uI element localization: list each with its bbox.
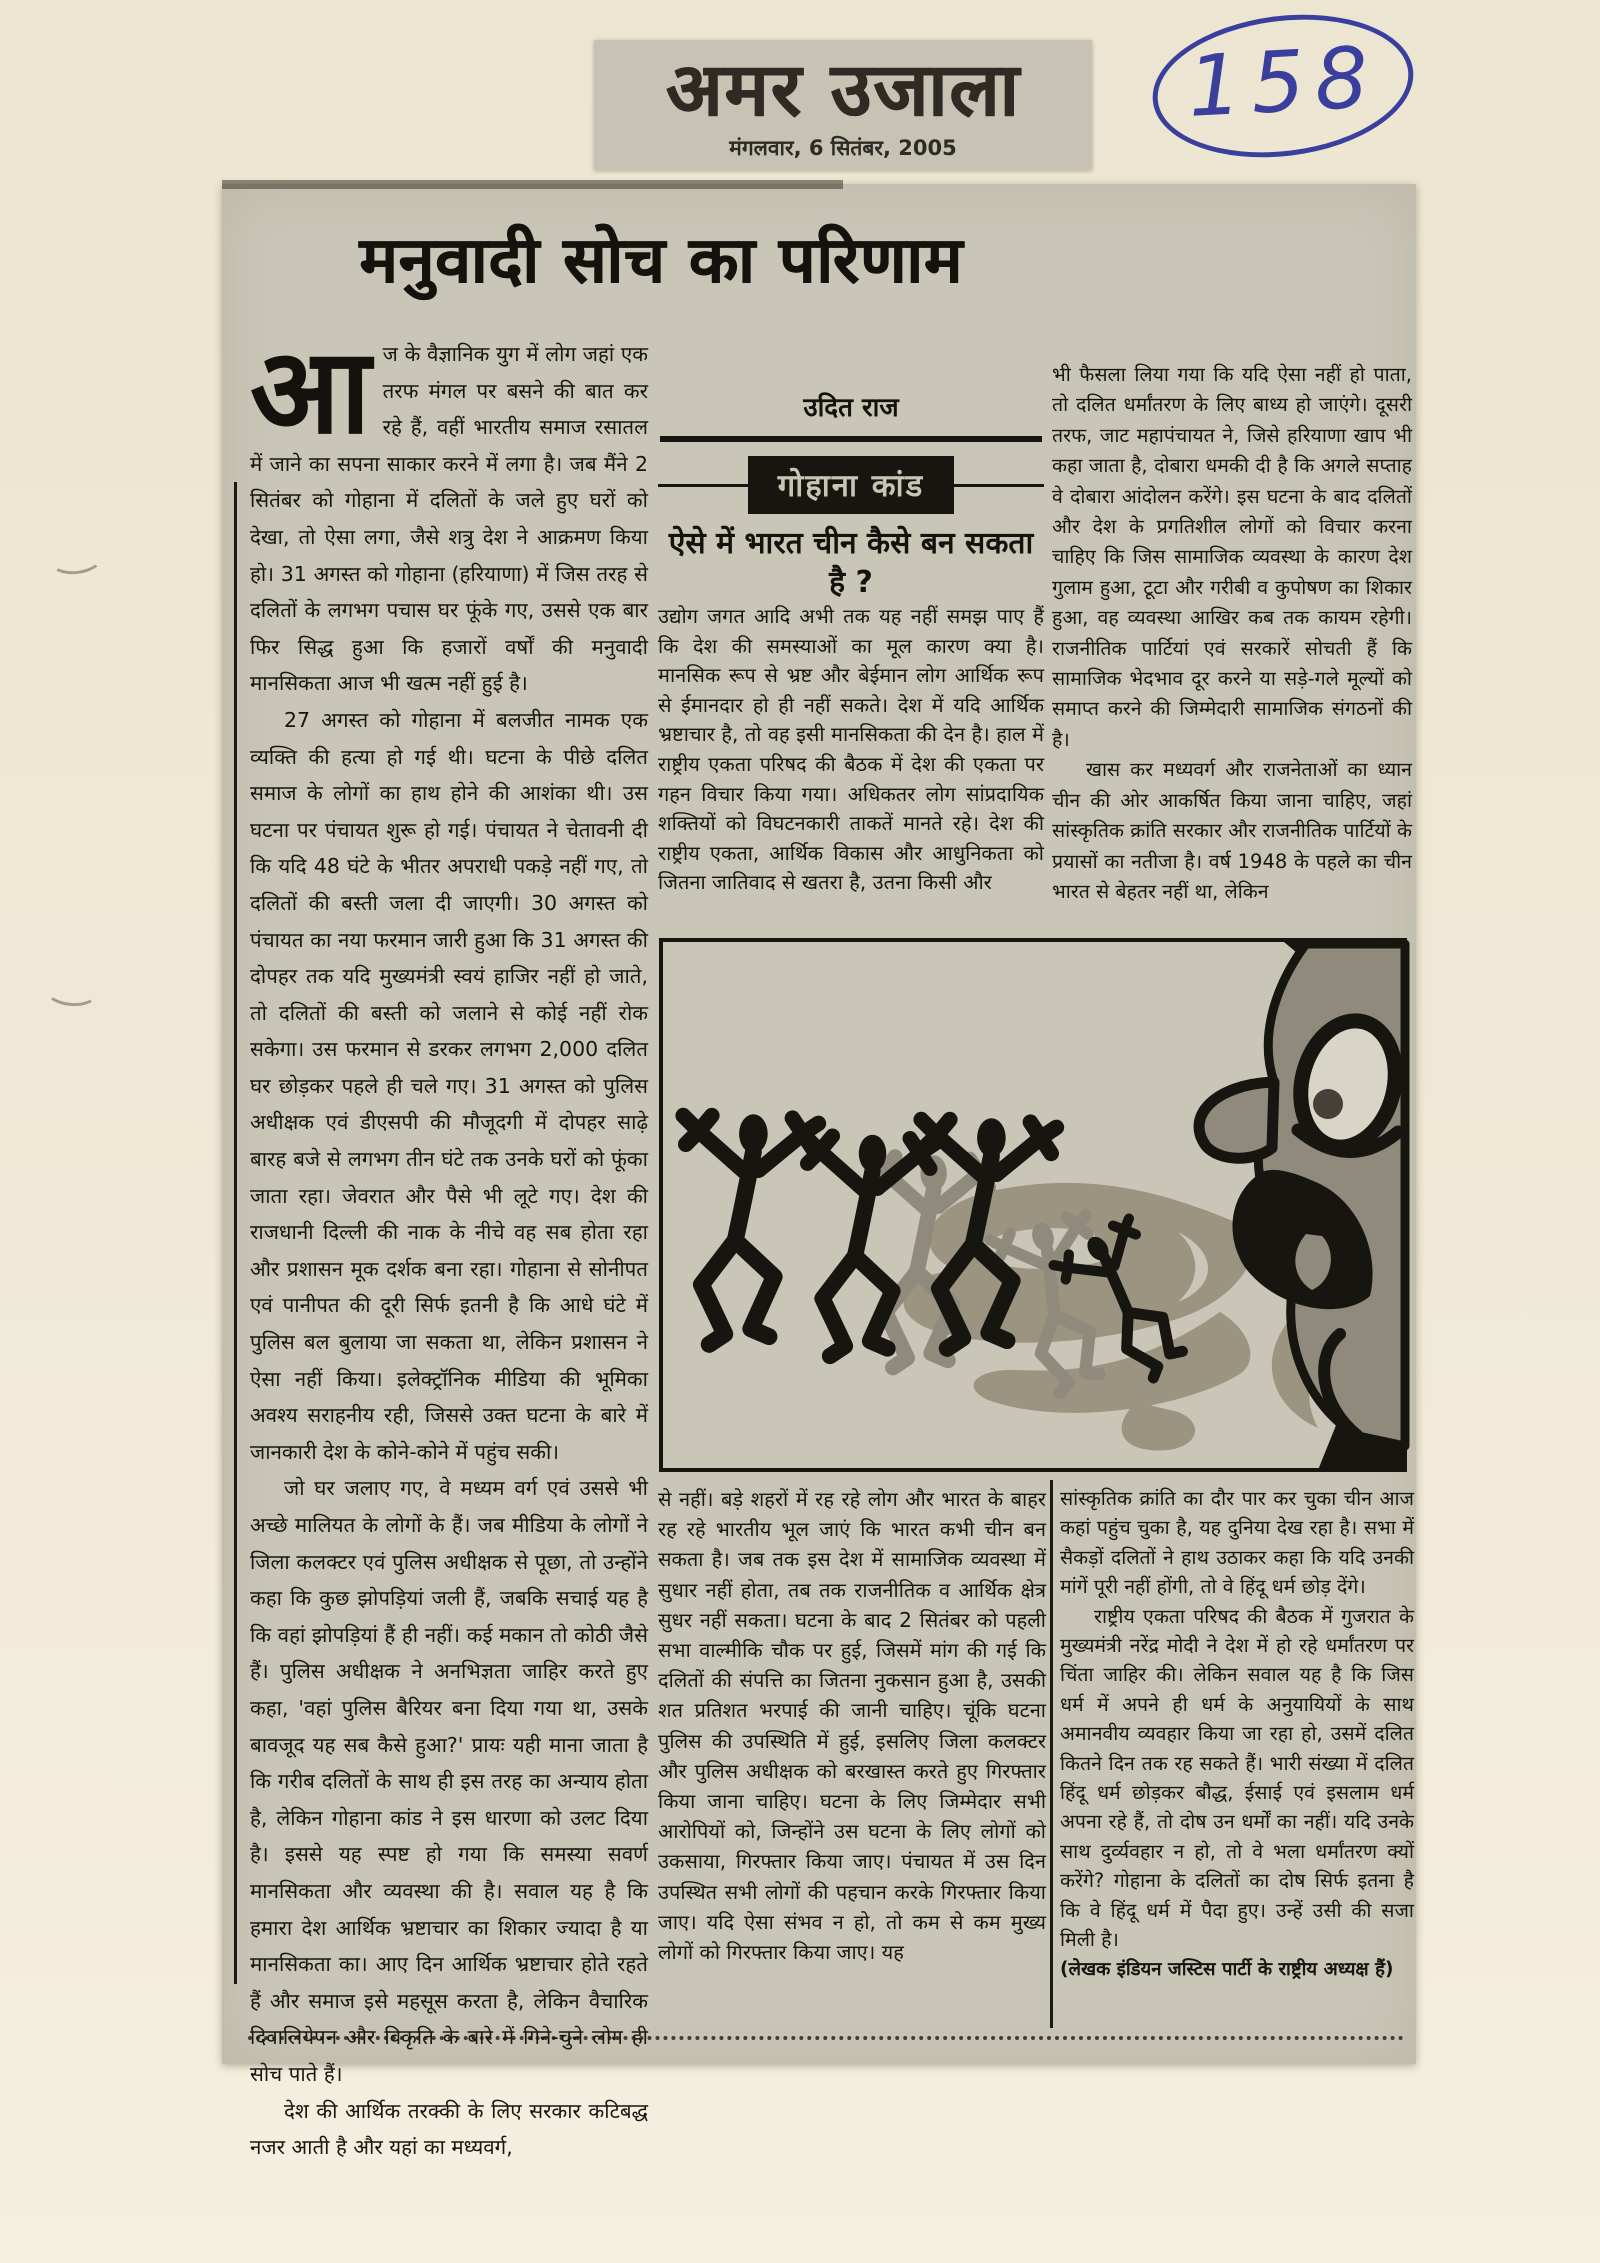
thick-rule: [660, 436, 1042, 442]
kicker-side-rule: [954, 484, 1044, 487]
kicker-label: गोहाना कांड: [748, 456, 954, 514]
standfirst: ऐसे में भारत चीन कैसे बन सकता है ?: [668, 526, 1034, 600]
article-headline: मनुवादी सोच का परिणाम: [359, 224, 963, 298]
punch-hole-mark: [45, 976, 99, 1008]
paragraph: खास कर मध्यवर्ग और राजनेताओं का ध्यान चीन की ओर आकर्षित किया जाना चाहिए, जहां सांस्कृतिक क्रांति सरकार और राजनीतिक पार्टियों के प्रयासों का नतीजा है। वर्ष 1948 के पहले का चीन भारत से बेहतर नहीं था, लेकिन: [1052, 758, 1412, 903]
kicker-row: [658, 456, 1044, 514]
author-credit-line: (लेखक इंडियन जस्टिस पार्टी के राष्ट्रीय अध्यक्ष हैं): [1060, 1958, 1394, 1980]
column-2-bottom: [658, 1484, 1046, 1967]
column-2-top: [658, 388, 1044, 898]
drop-cap: आ: [250, 322, 371, 460]
paragraph: जो घर जलाए गए, वे मध्यम वर्ग एवं उससे भी अच्छे मालियत के लोगों के हैं। जब मीडिया के लोगों ने जिला कलक्टर एवं पुलिस अधीक्षक से पूछा, तो उन्होंने कहा कि कुछ झोपड़ियां जली हैं, जबकि सचाई यह है कि वहां झोपड़ियां हैं ही नहीं। कई मकान तो कोठी जैसे हैं। पुलिस अधीक्षक ने अनभिज्ञता जाहिर करते हुए कहा, 'वहां पुलिस बैरियर बना दिया गया था, उसके बावजूद यह सब कैसे हुआ?' प्रायः यही माना जाता है कि गरीब दलितों के साथ ही इस तरह का अन्याय होता है, लेकिन गोहाना कांड ने इस धारणा को उलट दिया है। इससे यह स्पष्ट हो गया कि समस्या सवर्ण मानसिकता और व्यवस्था की है। सवाल यह है कि हमारा देश आर्थिक भ्रष्टाचार का शिकार ज्यादा है या मानसिकता का। आए दिन आर्थिक भ्रष्टाचार होते रहते हैं और समाज इसे महसूस करता है, लेकिन वैचारिक दिवालियेपन और विकृति के बारे में गिने-चुने लोग ही सोच पाते हैं।: [250, 1476, 648, 2086]
paragraph: देश की आर्थिक तरक्की के लिए सरकार कटिबद्ध नजर आती है और यहां का मध्यवर्ग,: [250, 2098, 648, 2160]
archive-number: 158: [1185, 28, 1381, 136]
paragraph-text: ज के वैज्ञानिक युग में लोग जहां एक तरफ मंगल पर बसने की बात कर रहे हैं, वहीं भारतीय समाज रसातल में जाने का सपना साकार करने में लगा है। जब मैंने 2 सितंबर को गोहाना में दलितों के जले हुए घरों को देखा, तो ऐसा लगा, जैसे शत्रु देश ने आक्रमण किया हो। 31 अगस्त को गोहाना (हरियाणा) में जिस तरह से दलितों के लगभग पचास घर फूंके गए, उससे एक बार फिर सिद्ध हुआ कि हजारों वर्षों की मनुवादी मानसिकता आज भी खत्म नहीं हुई है।: [250, 342, 648, 696]
column-1: [250, 322, 648, 2166]
newspaper-title: अमर उजाला: [665, 47, 1021, 133]
bottom-column-divider: [1050, 1480, 1053, 2028]
paragraph: राष्ट्रीय एकता परिषद की बैठक में गुजरात के मुख्यमंत्री नरेंद्र मोदी ने देश में हो रहे धर्मांतरण पर चिंता जाहिर की। लेकिन सवाल यह है कि जिस धर्म में अपने ही धर्म के अनुयायियों के साथ अमानवीय व्यवहार किया जा रहा हो, उसमें दलित कितने दिन तक रह सकते हैं। भारी संख्या में दलित हिंदू धर्म छोड़कर बौद्ध, ईसाई एवं इसलाम धर्म अपना रहे हैं, तो दोष उन धर्मों का नहीं। यदि उनके साथ दुर्व्यवहार न हो, तो वे भला धर्मांतरण क्यों करेंगे? गोहाना के दलितों का दोष सिर्फ इतना है कि वे हिंदू धर्म में पैदा हुए। उन्हें उसी की सजा मिली है।: [1060, 1604, 1414, 1952]
kicker-side-rule: [658, 484, 748, 487]
paragraph: से नहीं। बड़े शहरों में रह रहे लोग और भारत के बाहर रह रहे भारतीय भूल जाएं कि भारत कभी चीन बन सकता है। जब तक इस देश में सामाजिक व्यवस्था में सुधार नहीं होता, तब तक राजनीतिक व आर्थिक क्षेत्र सुधर नहीं सकता। घटना के बाद 2 सितंबर को पहली सभा वाल्मीकि चौक पर हुई, जिसमें मांग की गई कि दलितों की संपत्ति का जितना नुकसान हुआ है, उसकी शत प्रतिशत भरपाई की जानी चाहिए। चूंकि घटना पुलिस की उपस्थिति में हुई, इसलिए जिला कलक्टर और पुलिस अधीक्षक को बरखास्त करते हुए गिरफ्तार किया जाना चाहिए। घटना के लिए जिम्मेदार सभी आरोपियों को, जिन्होंने उस घटना के लिए लोगों को उकसाया, गिरफ्तार किया जाए। पंचायत में उस दिन उपस्थित सभी लोगों की पहचान करके गिरफ्तार किया जाए। यदि ऐसा संभव न हो, तो कम से कम मुख्य लोगों को गिरफ्तार किया जाए। यह: [658, 1487, 1046, 1965]
paragraph: सांस्कृतिक क्रांति का दौर पार कर चुका चीन आज कहां पहुंच चुका है, यह दुनिया देख रहा है। सभा में सैकड़ों दलितों ने हाथ उठाकर कहा कि यदि उनकी मांगें पूरी नहीं होंगी, तो वे हिंदू धर्म छोड़ देंगे।: [1060, 1487, 1414, 1599]
left-column-rule: [234, 482, 237, 1984]
article-clipping: [222, 184, 1416, 2160]
fire-breathing-face-illustration: [658, 934, 1411, 1476]
column-3-bottom: [1060, 1484, 1414, 1984]
issue-date: मंगलवार, 6 सितंबर, 2005: [729, 136, 957, 160]
newspaper-masthead: [594, 40, 1092, 170]
paragraph: उद्योग जगत आदि अभी तक यह नहीं समझ पाए हैं कि देश की समस्याओं का मूल कारण क्या है। मानसिक रूप से भ्रष्ट और बेईमान लोग आर्थिक रूप से ईमानदार हो ही नहीं सकते। देश में यदि आर्थिक भ्रष्टाचार है, तो वह इसी मानसिकता की देन है। हाल में राष्ट्रीय एकता परिषद की बैठक में देश की एकता पर गहन विचार किया गया। अधिकतर लोग सांप्रदायिक शक्तियों को विघटनकारी ताकतें मानते रहे। देश की राष्ट्रीय एकता, आर्थिक विकास और आधुनिकता को जितना जातिवाद से खतरा है, उतना किसी और: [658, 604, 1044, 895]
handwritten-circle-annotation: [1144, 1, 1421, 172]
author-byline: उदित राज: [803, 393, 899, 423]
paragraph: भी फैसला लिया गया कि यदि ऐसा नहीं हो पाता, तो दलित धर्मांतरण के लिए बाध्य हो जाएंगे। दूसरी तरफ, जाट महापंचायत ने, जिसे हरियाणा खाप भी कहा जाता है, दोबारा धमकी दी है कि अगले सप्ताह वे दोबारा आंदोलन करेंगे। इस घटना के बाद दलितों और देश के प्रगतिशील लोगों को विचार करना चाहिए कि जिस सामाजिक व्यवस्था के कारण देश गुलाम हुआ, टूटा और गरीबी व कुपोषण का शिकार हुआ, वह व्यवस्था आखिर कब तक कायम रहेगी। राजनीतिक पार्टियां एवं सरकारें सोचती हैं कि सामाजिक भेदभाव दूर करने या सड़े-गले मूल्यों को समाप्त करने की जिम्मेदारी सामाजिक संगठनों की है।: [1052, 363, 1412, 751]
paragraph: [250, 322, 648, 702]
punch-hole-mark: [49, 543, 104, 576]
column-3-top: [1052, 360, 1412, 907]
paragraph: 27 अगस्त को गोहाना में बलजीत नामक एक व्यक्ति की हत्या हो गई थी। घटना के पीछे दलित समाज के लोगों का हाथ होने की आशंका थी। उस घटना पर पंचायत शुरू हो गई। पंचायत ने चेतावनी दी कि यदि 48 घंटे के भीतर अपराधी पकड़े नहीं गए, तो दलितों की बस्ती जला दी जाएगी। 30 अगस्त को पंचायत का नया फरमान जारी हुआ कि 31 अगस्त की दोपहर तक यदि मुख्यमंत्री स्वयं हाजिर नहीं हो जाते, तो दलितों की बस्ती को जलाने से कोई नहीं रोक सकेगा। उस फरमान से डरकर लगभग 2,000 दलित घर छोड़कर पहले ही चले गए। 31 अगस्त को पुलिस अधीक्षक एवं डीएसपी की मौजूदगी में दोपहर साढ़े बारह बजे से लगभग तीन घंटे तक उनके घरों को फूंका जाता रहा। जेवरात और पैसे भी लूटे गए। देश की राजधानी दिल्ली की नाक के नीचे वह सब होता रहा और प्रशासन मूक दर्शक बना रहा। गोहाना से सोनीपत एवं पानीपत की दूरी सिर्फ इतनी है कि आधे घंटे में पुलिस बल बुलाया जा सकता था, लेकिन प्रशासन ने ऐसा नहीं किया। इलेक्ट्रॉनिक मीडिया की भूमिका अवश्य सराहनीय रही, जिससे उक्त घटना के बारे में जानकारी देश के कोने-कोने में पहुंच सकी।: [250, 707, 648, 1464]
